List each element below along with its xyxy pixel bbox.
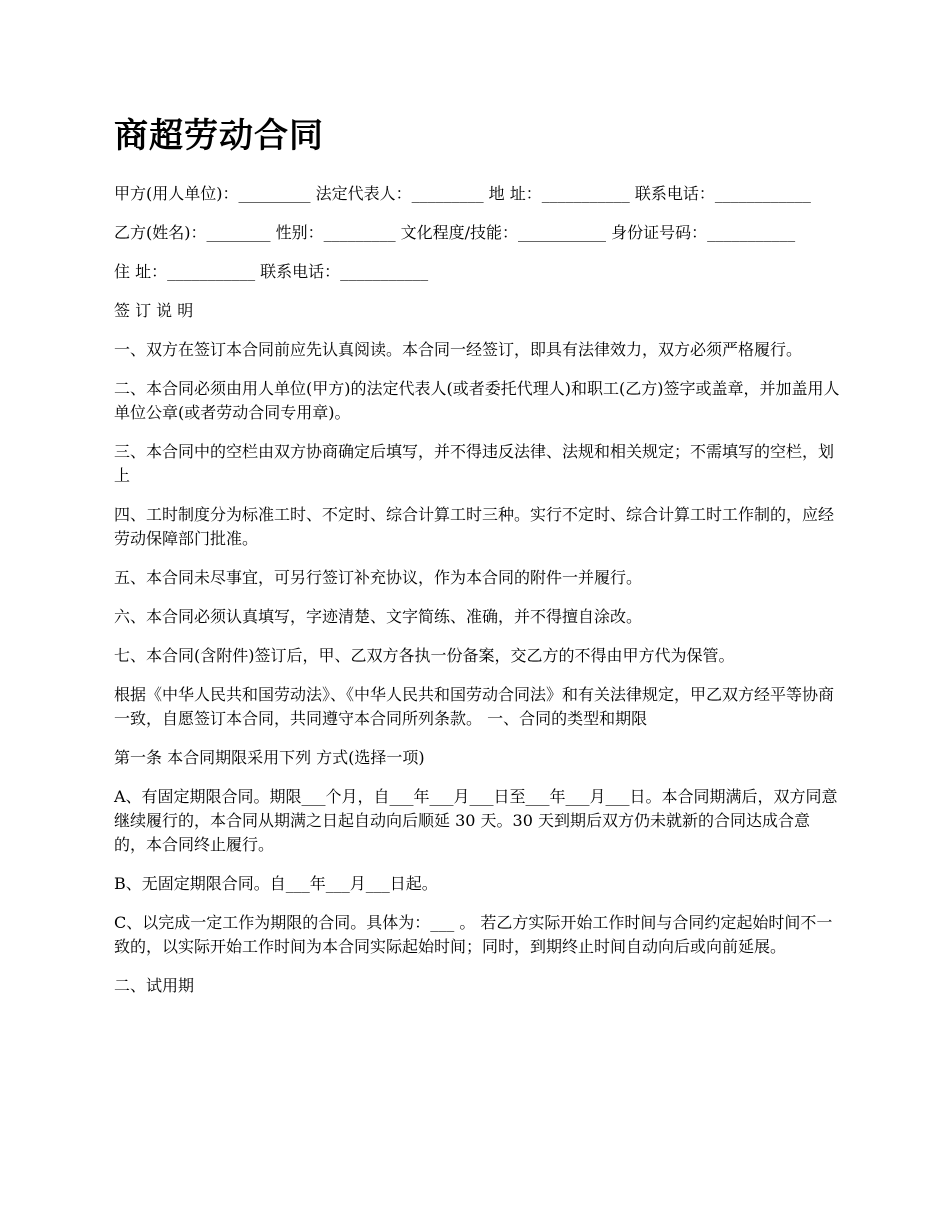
party-a-info: 甲方(用人单位)：_________ 法定代表人：_________ 地 址：___________ 联系电话：____________ <box>114 184 811 203</box>
note-4: 四、工时制度分为标准工时、不定时、综合计算工时三种。实行不定时、综合计算工时工作制的，应经劳动保障部门批准。 <box>114 505 835 548</box>
option-c: C、以完成一定工作为期限的合同。具体为：___ 。 若乙方实际开始工作时间与合同约定起始时间不一致的，以实际开始工作时间为本合同实际起始时间；同时，到期终止时间自动向后或向前延展。 <box>114 913 833 956</box>
contract-preamble: 根据《中华人民共和国劳动法》、《中华人民共和国劳动合同法》和有关法律规定，甲乙双方经平等协商一致，自愿签订本合同，共同遵守本合同所列条款。 一、合同的类型和期限 <box>114 685 835 728</box>
signing-notes-heading: 签 订 说 明 <box>114 301 194 320</box>
party-b-address: 住 址：___________ 联系电话：___________ <box>114 262 429 281</box>
document-title: 商超劳动合同 <box>114 116 324 156</box>
party-b-info: 乙方(姓名)：________ 性别：_________ 文化程度/技能：___________ 身份证号码：___________ <box>114 223 796 242</box>
note-7: 七、本合同(含附件)签订后，甲、乙双方各执一份备案，交乙方的不得由甲方代为保管。 <box>114 646 735 665</box>
note-3: 三、本合同中的空栏由双方协商确定后填写，并不得违反法律、法规和相关规定；不需填写的空栏，划上 <box>114 442 835 485</box>
note-2: 二、本合同必须由用人单位(甲方)的法定代表人(或者委托代理人)和职工(乙方)签字或盖章，并加盖用人单位公章(或者劳动合同专用章)。 <box>114 379 840 422</box>
option-a: A、有固定期限合同。期限___个月，自___年___月___日至___年___月___日。本合同期满后，双方同意继续履行的，本合同从期满之日起自动向后顺延 30 天。30 天到期后双方仍未就新的合同达成合意的，本合同终止履行。 <box>114 787 838 854</box>
note-5: 五、本合同未尽事宜，可另行签订补充协议，作为本合同的附件一并履行。 <box>114 568 643 587</box>
note-1: 一、双方在签订本合同前应先认真阅读。本合同一经签订，即具有法律效力，双方必须严格履行。 <box>114 340 803 359</box>
document-page <box>114 110 840 1013</box>
option-b: B、无固定期限合同。自___年___月___日起。 <box>114 874 438 893</box>
note-6: 六、本合同必须认真填写，字迹清楚、文字简练、准确，并不得擅自涂改。 <box>114 607 643 626</box>
section-2-heading: 二、试用期 <box>114 976 195 995</box>
article-1: 第一条 本合同期限采用下列 方式(选择一项) <box>114 748 425 767</box>
